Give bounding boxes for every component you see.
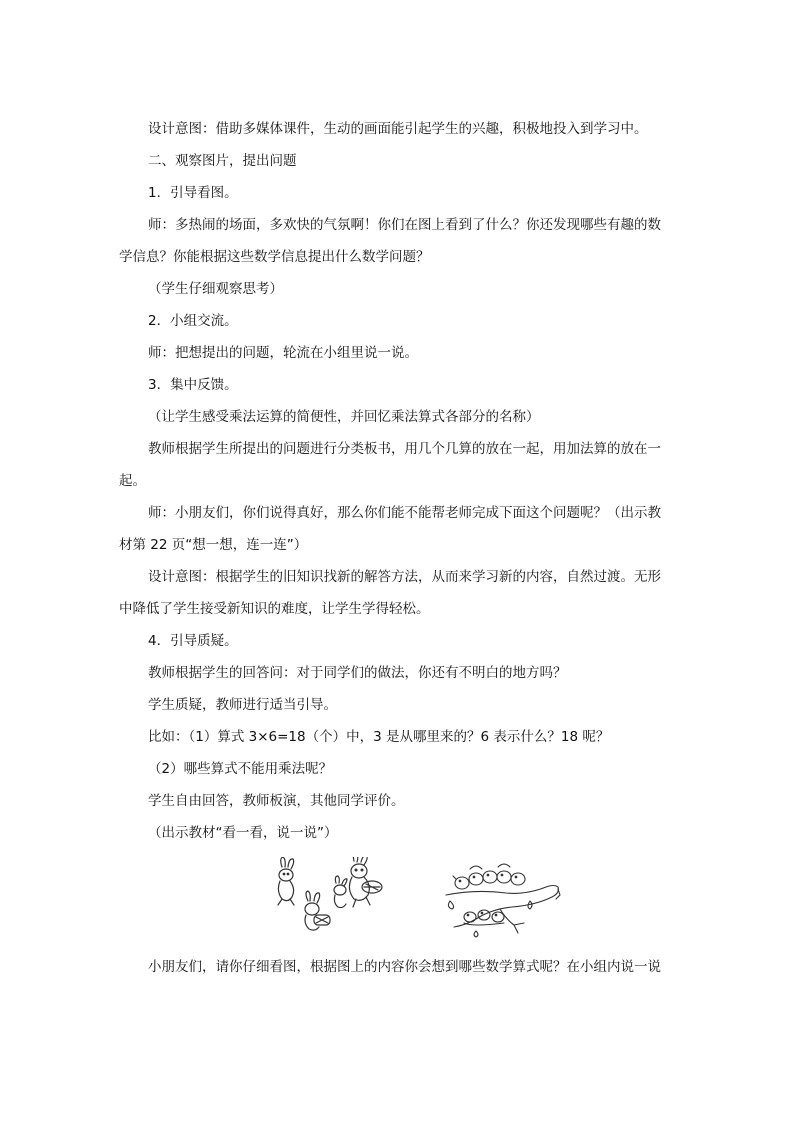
example-2: （2）哪些算式不能用乘法呢？ xyxy=(148,761,333,777)
design-intent-2 xyxy=(119,561,676,625)
document-body xyxy=(119,113,676,983)
student-question: 学生质疑，教师进行适当引导。 xyxy=(148,697,337,713)
design-intent-1: 设计意图：借助多媒体课件，生动的画面能引起学生的兴趣，积极地投入到学习中。 xyxy=(148,121,648,137)
feedback-note: （让学生感受乘法运算的简便性，并回忆乘法算式各部分的名称） xyxy=(148,409,540,425)
teacher-question-2-line2: 材第 22 页“想一想，连一连”） xyxy=(119,537,308,553)
teacher-instruction: 师：把想提出的问题，轮流在小组里说一说。 xyxy=(148,345,418,361)
teacher-question-2-line1: 师：小朋友们，你们说得真好，那么你们能不能帮老师完成下面这个问题呢？（出示教 xyxy=(148,505,661,521)
step-3: 3．集中反馈。 xyxy=(148,377,238,393)
teacher-question-2 xyxy=(119,497,676,561)
design-intent-2-line2: 中降低了学生接受新知识的难度，让学生学得轻松。 xyxy=(119,601,430,617)
birds-on-branch-illustration xyxy=(440,857,562,941)
step-4: 4．引导质疑。 xyxy=(148,633,238,649)
teacher-question-1-line1: 师：多热闹的场面，多欢快的气氛啊！你们在图上看到了什么？你还发现哪些有趣的数 xyxy=(148,217,661,233)
example-1: 比如：（1）算式 3×6=18（个）中，3 是从哪里来的？6 表示什么？18 呢？ xyxy=(148,729,610,745)
teacher-board-line1: 教师根据学生所提出的问题进行分类板书，用几个几算的放在一起，用加法算的放在一 xyxy=(148,441,661,457)
student-observe: （学生仔细观察思考） xyxy=(148,281,283,297)
closing-instruction: 小朋友们，请你仔细看图，根据图上的内容你会想到哪些数学算式呢？在小组内说一说 xyxy=(148,959,661,975)
teacher-question-1 xyxy=(119,209,676,273)
teacher-question-1-line2: 学信息？你能根据这些数学信息提出什么数学问题？ xyxy=(119,249,430,265)
student-answer: 学生自由回答，教师板演，其他同学评价。 xyxy=(148,793,405,809)
teacher-board-line2: 起。 xyxy=(119,473,146,489)
step-2: 2．小组交流。 xyxy=(148,313,238,329)
step-1: 1．引导看图。 xyxy=(148,185,238,201)
design-intent-2-line1: 设计意图：根据学生的旧知识找新的解答方法，从而来学习新的内容，自然过渡。无形 xyxy=(148,569,661,585)
section-heading: 二、观察图片，提出问题 xyxy=(148,153,297,169)
rabbits-illustration xyxy=(266,857,392,941)
teacher-board xyxy=(119,433,676,497)
textbook-note: （出示教材“看一看，说一说”） xyxy=(148,825,338,841)
illustration-row xyxy=(148,851,676,951)
teacher-ask: 教师根据学生的回答问：对于同学们的做法，你还有不明白的地方吗？ xyxy=(148,665,567,681)
